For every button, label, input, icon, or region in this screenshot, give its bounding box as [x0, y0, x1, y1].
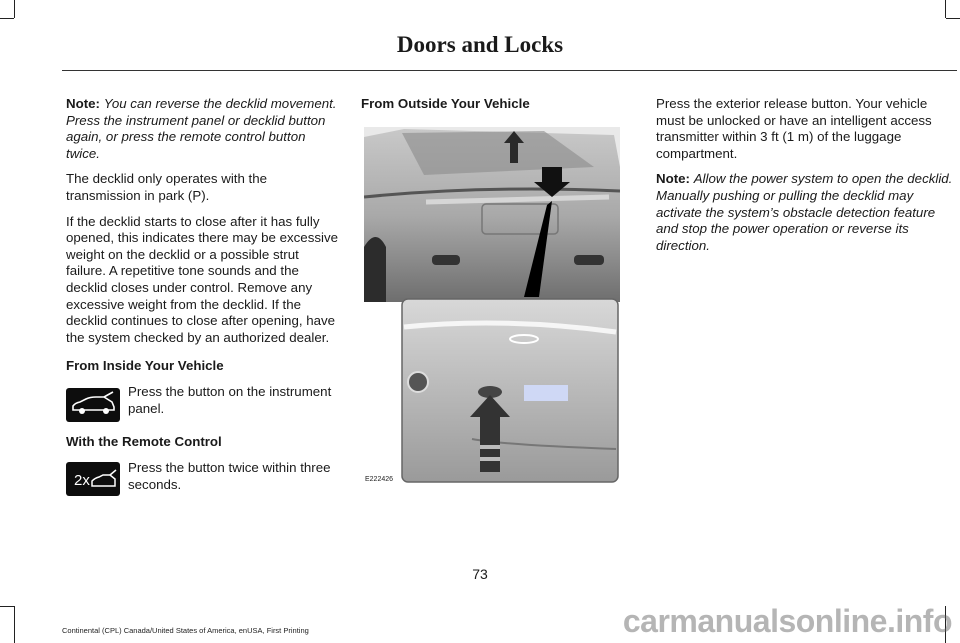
weight-paragraph: If the decklid starts to close after it has fully opened, this indicates there may be excessive weight on the decklid or a possible strut failure. A repetitive tone sounds and the decklid closes under control. Remove any excessive weight from the decklid. If the decklid continues to close after opening, have the system checked by an authorized dealer.: [66, 213, 339, 345]
right-column: [656, 96, 958, 263]
decklid-release-figure: [364, 127, 620, 484]
crop-mark-bottom-left-v: [14, 606, 15, 643]
heading-inside: From Inside Your Vehicle: [66, 358, 224, 374]
heading-outside: From Outside Your Vehicle: [361, 96, 530, 111]
printing-footer: Continental (CPL) Canada/United States of America, enUSA, First Printing: [62, 626, 309, 635]
inside-instruction: Press the button on the instrument panel.: [128, 384, 332, 416]
car-rear-illustration: [364, 127, 620, 484]
park-paragraph: The decklid only operates with the transmission in park (P).: [66, 171, 268, 203]
right-note-label: Note:: [656, 171, 690, 187]
remote-icon-label: 2x: [74, 472, 90, 489]
page-number: 73: [472, 566, 488, 582]
crop-mark-top-right-v: [945, 0, 946, 18]
header-rule: [62, 70, 957, 71]
release-paragraph: Press the exterior release button. Your vehicle must be unlocked or have an intelligent access transmitter within 3 ft (1 m) of the luggage compartment.: [656, 96, 932, 161]
crop-mark-top-left-h: [0, 18, 14, 19]
crop-mark-top-right-h: [946, 18, 960, 19]
crop-mark-top-left-v: [14, 0, 15, 18]
trunk-open-icon: [66, 388, 120, 422]
remote-trunk-2x-icon: [66, 462, 120, 496]
heading-remote: With the Remote Control: [66, 434, 222, 449]
right-note-text: Allow the power system to open the decklid. Manually pushing or pulling the decklid may activate the system’s obstacle detection feature and stop the power operation or reverse its direction.: [656, 171, 953, 253]
remote-instruction: Press the button twice within three seconds.: [128, 460, 331, 492]
crop-mark-bottom-left-h: [0, 606, 14, 607]
note-label: Note:: [66, 96, 100, 111]
left-column: [66, 96, 338, 384]
watermark: carmanualsonline.info: [622, 603, 952, 639]
right-note-paragraph: [656, 171, 958, 254]
figure-id: E222426: [365, 476, 394, 483]
note-text: You can reverse the decklid movement. Press the instrument panel or decklid button again, or press the remote control button twice.: [66, 96, 337, 161]
note-paragraph: [66, 96, 338, 162]
page-title: Doors and Locks: [396, 32, 564, 57]
